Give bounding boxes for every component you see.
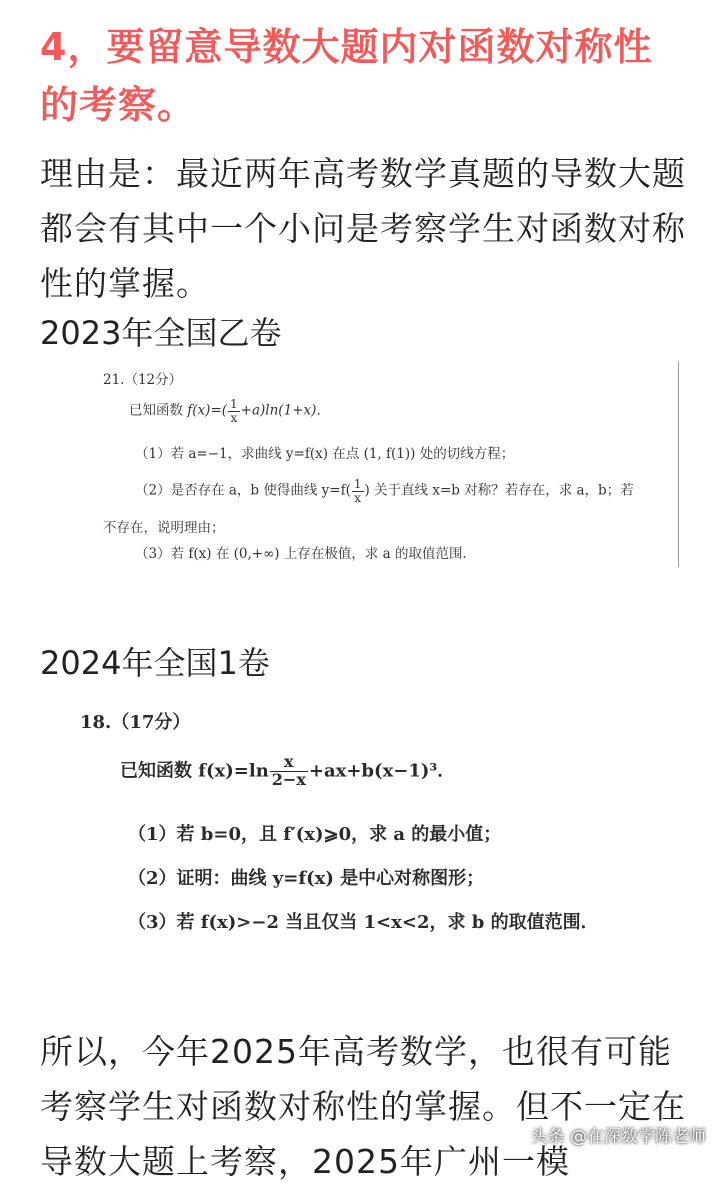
stem-frac-den: x bbox=[230, 410, 238, 425]
label-2023: 2023年全国乙卷 bbox=[40, 314, 282, 352]
stem-fraction bbox=[228, 398, 240, 424]
problem-2023-q2-cont: 不存在，说明理由； bbox=[103, 520, 225, 536]
problem-2024-stem bbox=[120, 754, 455, 789]
problem-2024-number: 18.（17分） bbox=[80, 712, 191, 733]
stem-frac-num: 1 bbox=[230, 397, 238, 411]
problem-2024-q1: （1）若 b=0，且 f′(x)⩾0，求 a 的最小值； bbox=[128, 824, 502, 845]
stem-2024-a: 已知函数 f(x)=ln bbox=[120, 760, 269, 782]
stem-2024-fraction bbox=[270, 754, 308, 789]
problem-2024-q3: （3）若 f(x)>−2 当且仅当 1<x<2，求 b 的取值范围． bbox=[128, 912, 599, 933]
stem-formula-b: +a)ln(1+x)． bbox=[240, 402, 330, 419]
problem-2023-stem bbox=[129, 398, 330, 424]
reason-paragraph: 理由是：最近两年高考数学真题的导数大题都会有其中一个小问是考察学生对函数对称性的掌握。 bbox=[40, 154, 686, 303]
stem-2024-frac-den: 2−x bbox=[271, 769, 306, 789]
problem-2023-image bbox=[95, 362, 685, 572]
problem-2023-q3: （3）若 f(x) 在 (0,+∞) 上存在极值，求 a 的取值范围． bbox=[135, 546, 476, 562]
stem-formula-a: f(x)=( bbox=[187, 402, 228, 419]
stem-2024-b: +ax+b(x−1)³． bbox=[308, 760, 456, 782]
watermark: 头条 @在深数学陈老师 bbox=[530, 1127, 706, 1147]
conclusion-paragraph: 所以，今年2025年高考数学，也很有可能考察学生对函数对称性的掌握。但不一定在导数大题上考察，2025年广州一模 bbox=[40, 1032, 686, 1181]
q2-frac-num: 1 bbox=[353, 477, 362, 491]
problem-2024-image bbox=[80, 700, 640, 950]
q2-part-a: （2）是否存在 a，b 使得曲线 y=f( bbox=[135, 482, 351, 499]
article-heading: 4，要留意导数大题内对函数对称性的考察。 bbox=[40, 25, 653, 127]
q2-fraction bbox=[352, 478, 364, 504]
label-2024: 2024年全国1卷 bbox=[40, 644, 270, 682]
stem-2024-frac-num: x bbox=[270, 754, 308, 772]
scan-border-line bbox=[678, 362, 679, 567]
stem-prefix: 已知函数 bbox=[129, 402, 188, 419]
q2-frac-den: x bbox=[354, 490, 362, 505]
problem-2023-q1: （1）若 a=−1，求曲线 y=f(x) 在点 (1, f(1)) 处的切线方程； bbox=[135, 446, 515, 462]
problem-2024-q2: （2）证明：曲线 y=f(x) 是中心对称图形； bbox=[128, 868, 485, 889]
problem-2023-q2 bbox=[135, 478, 634, 504]
problem-2023-number: 21.（12分） bbox=[103, 372, 183, 388]
q2-part-b: ) 关于直线 x=b 对称？若存在，求 a，b；若 bbox=[364, 482, 634, 499]
